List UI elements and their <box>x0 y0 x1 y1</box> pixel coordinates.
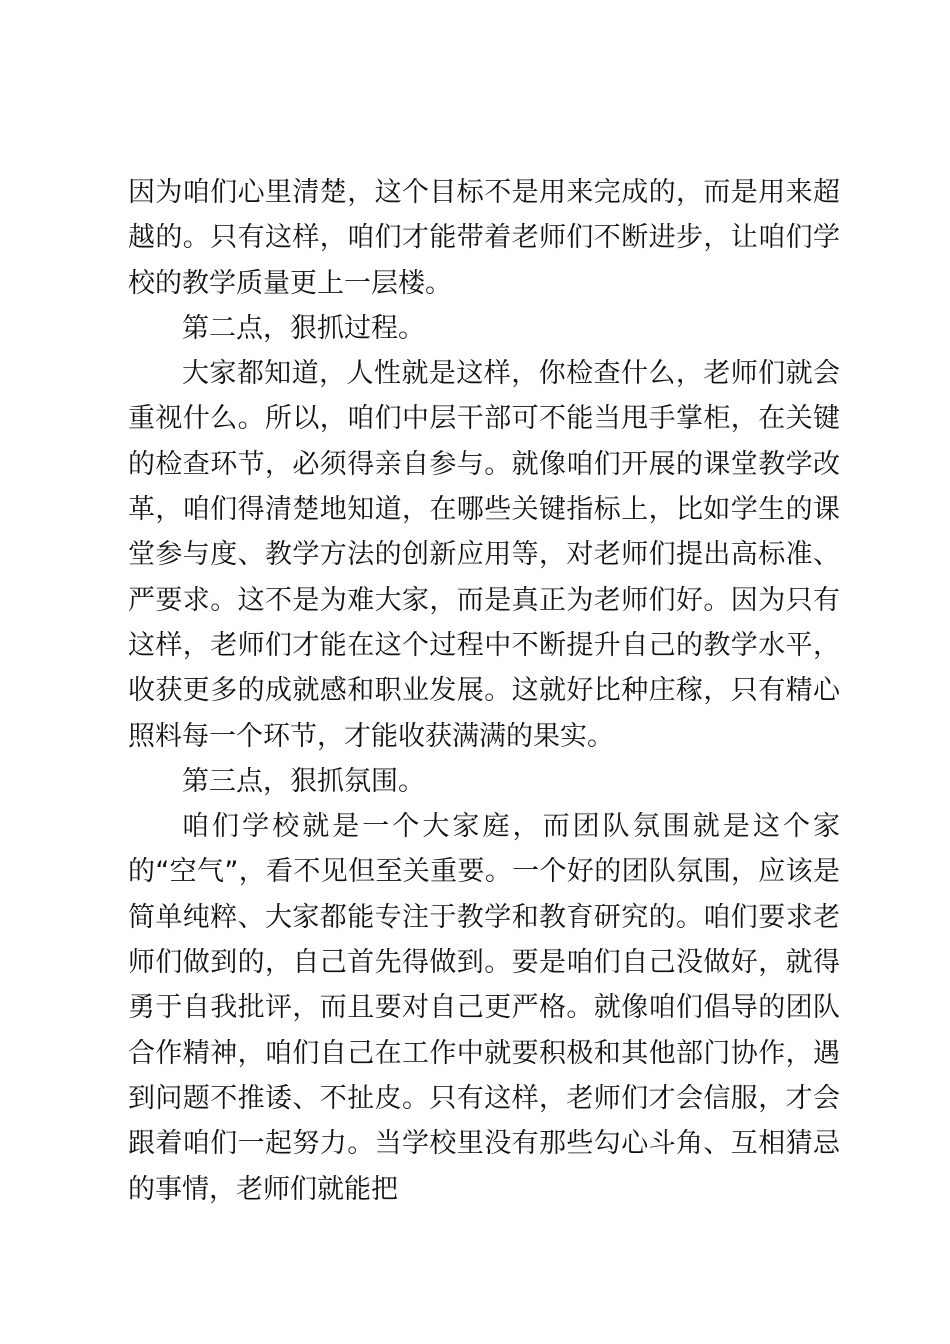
document-page <box>128 170 840 1212</box>
section-heading-3: 第三点，狠抓氛围。 <box>182 765 425 797</box>
section-heading-2: 第二点，狠抓过程。 <box>182 312 425 344</box>
paragraph-2: 大家都知道，人性就是这样，你检查什么，老师们就会重视什么。所以，咱们中层干部可不能当甩手掌柜，在关键的检查环节，必须得亲自参与。就像咱们开展的课堂教学改革，咱们得清楚地知道，在哪些关键指标上，比如学生的课堂参与度、教学方法的创新应用等，对老师们提出高标准、严要求。这不是为难大家，而是真正为老师们好。因为只有这样，老师们才能在这个过程中不断提升自己的教学水平，收获更多的成就感和职业发展。这就好比种庄稼，只有精心照料每一个环节，才能收获满满的果实。 <box>128 358 840 752</box>
paragraph-3: 咱们学校就是一个大家庭，而团队氛围就是这个家的“空气”，看不见但至关重要。一个好的团队氛围，应该是简单纯粹、大家都能专注于教学和教育研究的。咱们要求老师们做到的，自己首先得做到。要是咱们自己没做好，就得勇于自我批评，而且要对自己更严格。就像咱们倡导的团队合作精神，咱们自己在工作中就要积极和其他部门协作，遇到问题不推诿、不扯皮。只有这样，老师们才会信服，才会跟着咱们一起努力。当学校里没有那些勾心斗角、互相猜忌的事情，老师们就能把 <box>128 811 840 1205</box>
paragraph-1: 因为咱们心里清楚，这个目标不是用来完成的，而是用来超越的。只有这样，咱们才能带着老师们不断进步，让咱们学校的教学质量更上一层楼。 <box>128 177 840 299</box>
